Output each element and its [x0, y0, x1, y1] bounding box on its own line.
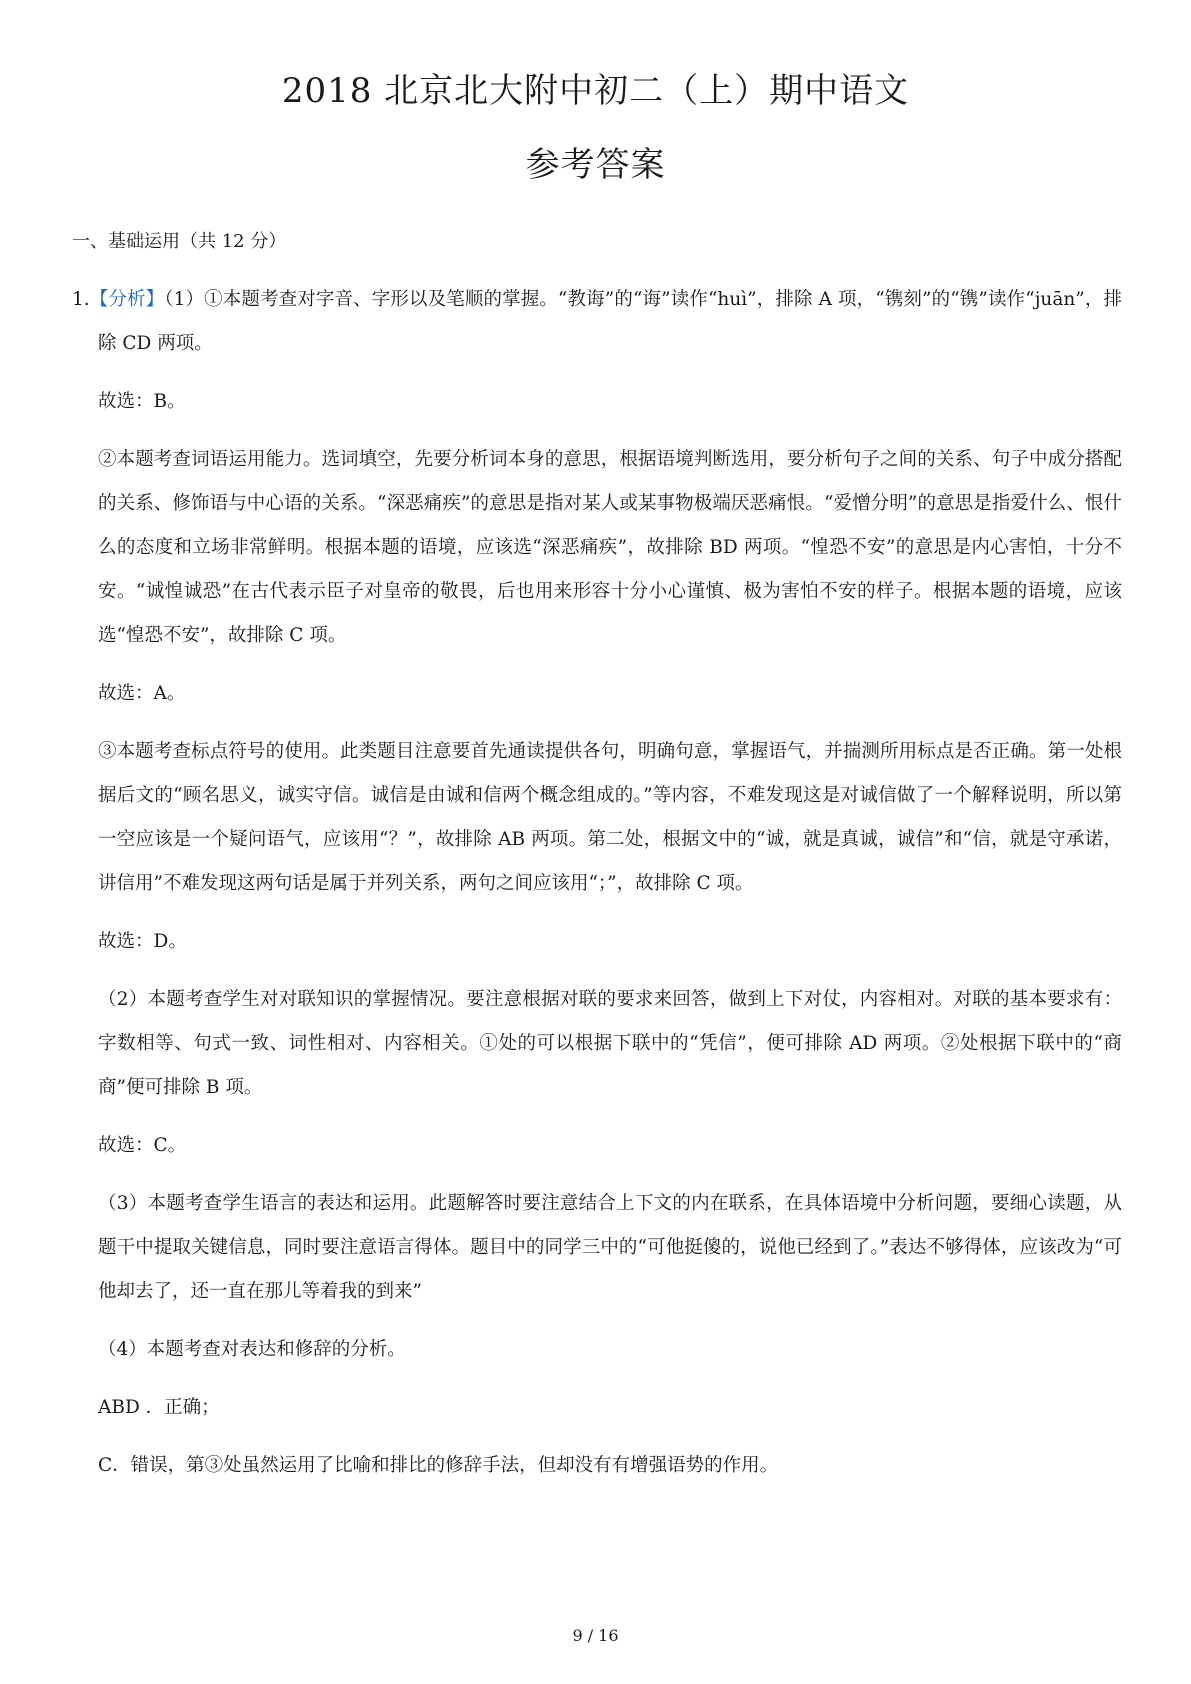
analysis-paragraph-part-2: （2）本题考查学生对对联知识的掌握情况。要注意根据对联的要求来回答，做到上下对仗，内容相对。对联的基本要求有：字数相等、句式一致、词性相对、内容相关。①处的可以根据下联中的“凭信”，便可排除 AD 两项。②处根据下联中的“商商”便可排除 B 项。 — [98, 989, 1122, 1098]
answer-choice-2: 故选：A。 — [98, 683, 186, 704]
answer-choice-1: 故选：B。 — [98, 391, 186, 412]
answer-choice-part-2: 故选：C。 — [98, 1135, 187, 1156]
question-number: 1. — [72, 289, 90, 310]
page-number: 9 / 16 — [572, 1626, 619, 1645]
option-abd-correct: ABD ．正确； — [98, 1397, 220, 1418]
section-heading: 一、基础运用（共 12 分） — [72, 231, 287, 252]
analysis-paragraph-3: ③本题考查标点符号的使用。此类题目注意要首先通读提供各句，明确句意，掌握语气，并揣测所用标点是否正确。第一处根据后文的“顾名思义，诚实守信。诚信是由诚和信两个概念组成的。”等内容，不难发现这是对诚信做了一个解释说明，所以第一空应该是一个疑问语气，应该用“？”，故排除 AB 两项。第二处，根据文中的“诚，就是真诚，诚信”和“信，就是守承诺，讲信用”不难发现这两句话是属于并列关系，两句之间应该用“；”，故排除 C 项。 — [98, 741, 1122, 894]
analysis-paragraph-2: ②本题考查词语运用能力。选词填空，先要分析词本身的意思，根据语境判断选用，要分析句子之间的关系、句子中成分搭配的关系、修饰语与中心语的关系。“深恶痛疾”的意思是指对某人或某事物极端厌恶痛恨。“爱憎分明”的意思是指爱什么、恨什么的态度和立场非常鲜明。根据本题的语境，应该选“深恶痛疾”，故排除 BD 两项。“惶恐不安”的意思是内心害怕，十分不安。“诚惶诚恐”在古代表示臣子对皇帝的敬畏，后也用来形容十分小心谨慎、极为害怕不安的样子。根据本题的语境，应该选“惶恐不安”，故排除 C 项。 — [98, 449, 1122, 646]
option-c-wrong: C．错误，第③处虽然运用了比喻和排比的修辞手法，但却没有有增强语势的作用。 — [98, 1455, 779, 1476]
answer-body — [72, 278, 1122, 1502]
answer-choice-3: 故选：D。 — [98, 931, 187, 952]
question-1-text: （1）①本题考查对字音、字形以及笔顺的掌握。“教诲”的“诲”读作“huì”，排除 A 项，“镌刻”的“镌”读作“juān”，排除 CD 两项。 — [98, 289, 1122, 354]
analysis-paragraph-part-3: （3）本题考查学生语言的表达和运用。此题解答时要注意结合上下文的内在联系，在具体语境中分析问题，要细心读题，从题干中提取关键信息，同时要注意语言得体。题目中的同学三中的“可他挺傻的，说他已经到了。”表达不够得体，应该改为“可他却去了，还一直在那儿等着我的到来” — [98, 1193, 1122, 1302]
question-1-intro — [72, 278, 1122, 366]
analysis-tag: 【分析】 — [89, 289, 165, 310]
document-title: 2018 北京北大附中初二（上）期中语文 — [281, 71, 910, 111]
document-subtitle: 参考答案 — [525, 145, 666, 185]
analysis-paragraph-part-4: （4）本题考查对表达和修辞的分析。 — [98, 1339, 406, 1360]
